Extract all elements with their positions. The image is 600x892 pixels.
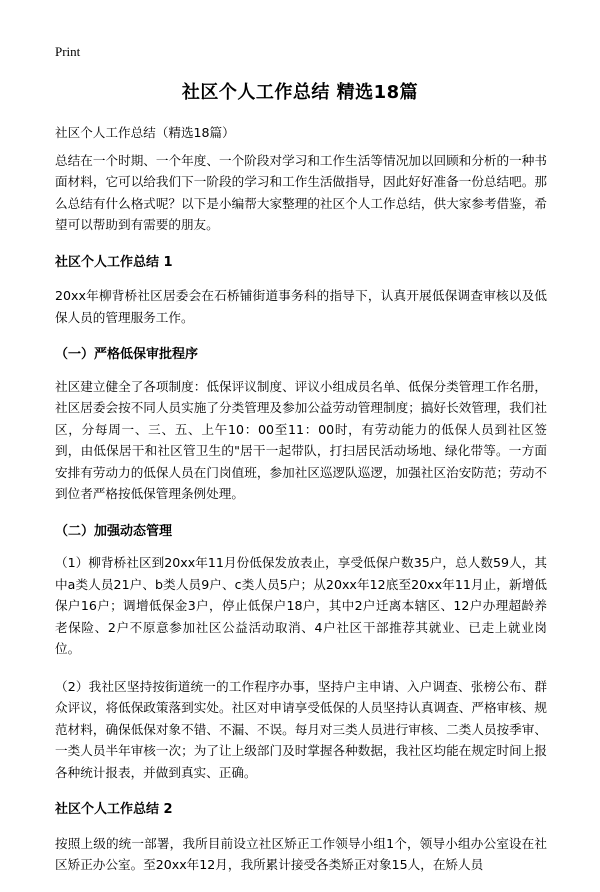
document-subtitle: 社区个人工作总结（精选18篇） [55,125,235,140]
section2-paragraph-1: 按照上级的统一部署，我所目前设立社区矫正工作领导小组1个，领导小组办公室设在社区矫正办公室。至20xx年12月，我所累计接受各类矫正对象15人，在矫人员 [55,835,547,872]
section-heading-1: 社区个人工作总结 1 [55,254,173,270]
subsection-heading-dynamic: （二）加强动态管理 [55,523,173,539]
document-body [55,122,547,892]
subsection-heading-approval: （一）严格低保审批程序 [55,347,199,362]
document-title: 社区个人工作总结 精选18篇 [181,82,419,103]
print-label[interactable]: Print [55,44,81,59]
section-heading-2: 社区个人工作总结 2 [55,802,173,817]
subsection-dynamic-paragraph-1: （1）柳背桥社区到20xx年11月份低保发放表止，享受低保户数35户，总人数59人，其中a类人员21户、b类人员9户、c类人员5户；从20xx年12底至20xx年11月止，新增低保户16户；调增低保金3户，停止低保户18户，其中2户迁离本辖区、12户办理超龄养老保险、2户不原意参加社区公益活动取消、4户社区干部推荐其就业、已走上就业岗位。 [55,555,547,656]
subsection-approval-text: 社区建立健全了各项制度：低保评议制度、评议小组成员名单、低保分类管理工作名册，社区居委会按不同人员实施了分类管理及参加公益劳动管理制度；搞好长效管理，我们社区，分每周一、三、五、上午10：00至11：00时，有劳动能力的低保人员到社区签到，由低保居干和社区管卫生的"居干一起带队，打扫居民活动场地、绿化带等。一方面安排有劳动力的低保人员在门岗值班，参加社区巡逻队巡逻，加强社区治安防范；劳动不到位者严格按低保管理条例处理。 [55,378,547,501]
section1-paragraph-1: 20xx年柳背桥社区居委会在石桥铺街道事务科的指导下，认真开展低保调查审核以及低保人员的管理服务工作。 [55,288,547,325]
subsection-dynamic-paragraph-2: （2）我社区坚持按街道统一的工作程序办事，坚持户主申请、入户调查、张榜公布、群众评议，将低保政策落到实处。社区对申请享受低保的人员坚持认真调查、严格审核、规范材料，确保低保对象不错、不漏、不误。每月对三类人员进行审核、二类人员按季审、一类人员半年审核一次；为了让上级部门及时掌握各种数据，我社区均能在规定时间上报各种统计报表，并做到真实、正确。 [55,678,547,780]
intro-paragraph: 总结在一个时期、一个年度、一个阶段对学习和工作生活等情况加以回顾和分析的一种书面材料，它可以给我们下一阶段的学习和工作生活做指导，因此好好准备一份总结吧。那么总结有什么格式呢？以下是小编帮大家整理的社区个人工作总结，供大家参考借鉴，希望可以帮助到有需要的朋友。 [55,152,547,232]
